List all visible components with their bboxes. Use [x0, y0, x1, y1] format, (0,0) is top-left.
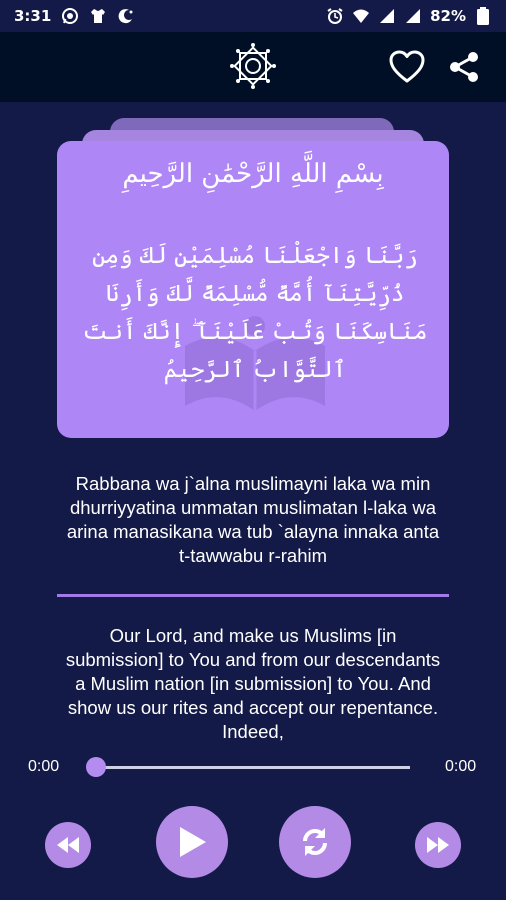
bismillah-text: بِسْمِ اللَّهِ الرَّحْمَٰنِ الرَّحِيمِ — [122, 159, 384, 189]
alarm-icon — [326, 7, 344, 25]
heart-icon — [389, 50, 425, 84]
battery-icon — [474, 7, 492, 25]
battery-percent: 82% — [430, 7, 466, 25]
seek-thumb[interactable] — [86, 757, 106, 777]
divider — [57, 594, 449, 597]
translation-text: Our Lord, and make us Muslims [in submission] to You and from our descendants a Muslim nation [in submission] to You. And show us our rites and accept our repentance. Indeed, — [65, 625, 441, 742]
favorite-button[interactable] — [387, 47, 427, 87]
play-icon — [176, 825, 208, 859]
app-bar — [0, 32, 506, 102]
rewind-icon — [55, 836, 81, 854]
transliteration-text: Rabbana wa j`alna muslimayni laka wa min dhurriyyatina ummatan muslimatan l-laka wa arina manasikana wa tub `alayna innaka anta t-tawwabu r-rahim — [66, 473, 440, 566]
status-time: 3:31 — [14, 7, 52, 25]
arabic-dua-text: رَبَّنَا وَاجْعَلْنَا مُسْلِمَيْنِ لَكَ وَمِن ذُرِّيَّتِنَآ أُمَّةً مُّسْلِمَةً لَّكَ وَأَرِنَا مَنَاسِكَنَا وَتُبْ عَلَيْنَآ ۖ إِنَّكَ أَنتَ ٱلتَّوَّابُ ٱلرَّحِيمُ — [82, 243, 428, 383]
whatsapp-icon — [61, 7, 79, 25]
signal-icon — [378, 7, 396, 25]
repeat-button[interactable] — [279, 806, 351, 878]
share-button[interactable] — [444, 47, 484, 87]
rewind-button[interactable] — [45, 822, 91, 868]
fast-forward-icon — [425, 836, 451, 854]
wifi-icon — [352, 7, 370, 25]
duration-time: 0:00 — [445, 758, 477, 775]
moon-icon — [117, 7, 135, 25]
status-bar — [0, 0, 506, 32]
seek-bar[interactable] — [96, 766, 410, 769]
islamic-star-icon — [229, 42, 277, 90]
shirt-icon — [89, 7, 107, 25]
signal-icon-2 — [404, 7, 422, 25]
current-time: 0:00 — [28, 758, 60, 775]
repeat-icon — [297, 824, 333, 860]
share-icon — [447, 50, 481, 84]
fast-forward-button[interactable] — [415, 822, 461, 868]
play-button[interactable] — [156, 806, 228, 878]
dua-card — [57, 141, 449, 438]
